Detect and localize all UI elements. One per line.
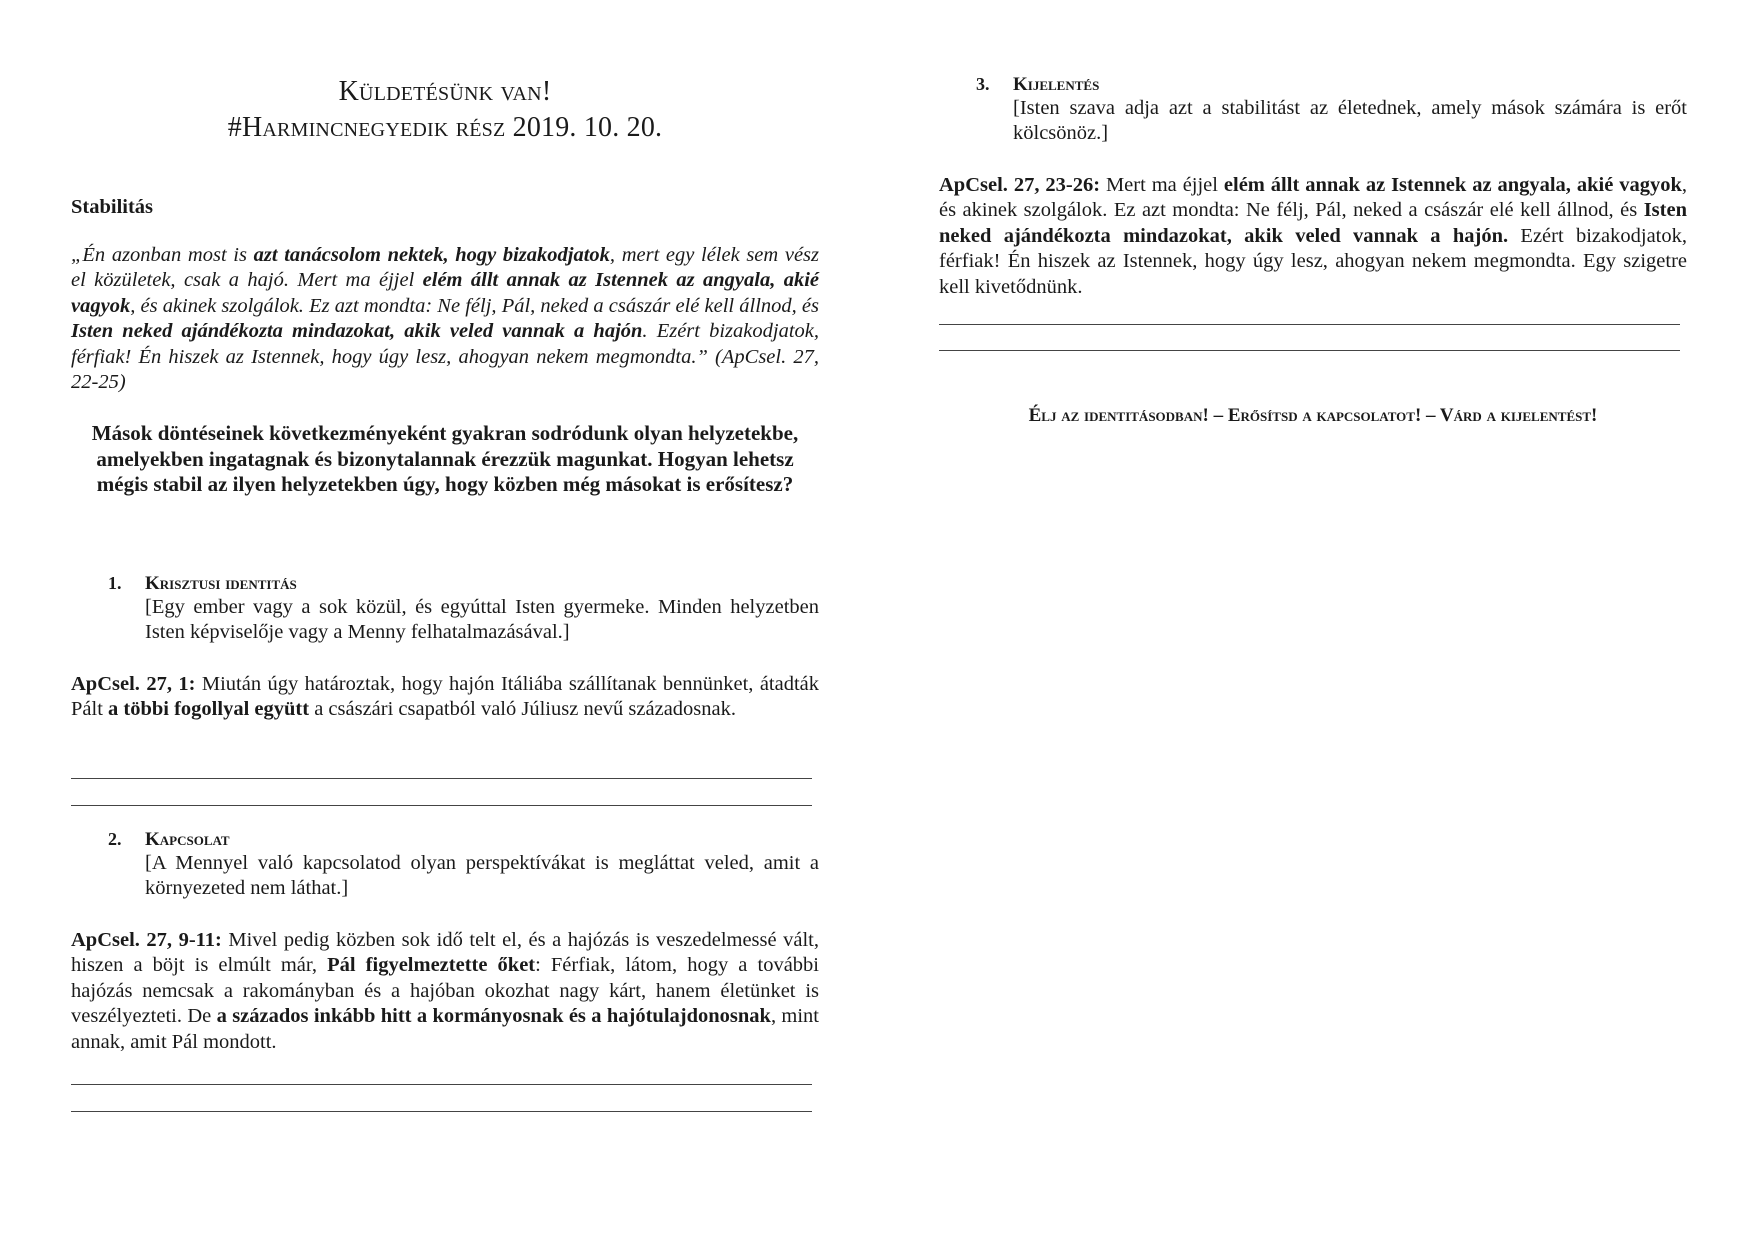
text-run: Mert ma éjjel	[1100, 174, 1224, 196]
closing-slogan: Élj az identitásodban! – Erősítsd a kapcsolatot! – Várd a kijelentést!	[1028, 405, 1598, 426]
text-run: , mint annak, amit Pál mondott.	[71, 1005, 820, 1053]
emphasis-text: ApCsel. 27, 23-26:	[939, 174, 1101, 196]
point-description: [A Mennyel való kapcsolatod olyan perspektívákat is megláttat veled, amit a környezeted nem láthat.]	[145, 852, 819, 900]
text-run: : Férfiak, látom, hogy a további hajózás nemcsak a rakományban és a hajóban okozhat nagy kárt, hanem életünket is veszélyezteti. De	[71, 954, 819, 1028]
answer-line	[71, 1111, 812, 1112]
text-run: . Ezért bizakodjatok, férfiak! Én hiszek az Istennek, hogy úgy lesz, ahogyan nekem megmondta.” (ApCsel. 27, 22-25)	[71, 320, 819, 394]
point-2	[108, 829, 819, 899]
answer-line	[939, 350, 1680, 351]
point-number: 1.	[108, 573, 122, 593]
point-2-verse	[71, 928, 819, 1055]
emphasis-text: Isten neked ajándékozta mindazokat, akik veled vannak a hajón	[71, 320, 643, 343]
text-run: a császári csapatból való Júliusz nevű századosnak.	[309, 698, 736, 721]
text-run: Mivel pedig közben sok idő telt el, és a hajózás is veszedelmessé vált, hiszen a böjt is elmúlt már,	[71, 929, 819, 977]
answer-line	[71, 805, 812, 806]
text-run: „Én azonban most is	[71, 244, 254, 266]
emphasis-text: elém állt annak az Istennek az angyala, akié vagyok	[71, 269, 820, 317]
bible-quote	[71, 243, 819, 395]
emphasis-text: azt tanácsolom nektek, hogy bizakodjatok	[253, 244, 610, 266]
emphasis-text: ApCsel. 27, 9-11:	[71, 929, 222, 951]
point-heading: Krisztusi identitás	[145, 573, 297, 594]
text-run: Miután úgy határoztak, hogy hajón Itáliába szállítanak bennünket, átadták Pált	[71, 673, 820, 721]
point-number: 2.	[108, 829, 122, 849]
point-description: [Isten szava adja azt a stabilitást az életednek, amely mások számára is erőt kölcsönöz.]	[1013, 97, 1687, 145]
point-3	[976, 74, 1687, 144]
text-run: , mert egy lélek sem vész el közületek, csak a hajó. Mert ma éjjel	[71, 244, 819, 292]
key-question: Mások döntéseinek következményeként gyakran sodródunk olyan helyzetekbe, amelyekben ingatagnak és bizonytalannak érezzük magunkat. Hogyan lehetsz mégis stabil az ilyen helyzetekben úgy, hogy közben még másokat is erősítesz?	[91, 421, 799, 496]
title-line-2: #Harmincnegyedik rész 2019. 10. 20.	[227, 112, 663, 143]
answer-line	[939, 324, 1680, 325]
point-1-verse	[71, 672, 819, 723]
emphasis-text: a többi fogollyal együtt	[108, 698, 310, 721]
point-number: 3.	[976, 74, 990, 94]
point-description: [Egy ember vagy a sok közül, és egyúttal Isten gyermeke. Minden helyzetben Isten képviselője vagy a Menny felhatalmazásával.]	[145, 596, 819, 644]
point-heading: Kapcsolat	[145, 829, 230, 850]
document-title	[71, 74, 819, 146]
emphasis-text: ApCsel. 27, 1:	[71, 673, 196, 695]
emphasis-text: Pál figyelmeztette őket	[327, 954, 536, 977]
section-heading: Stabilitás	[71, 196, 154, 218]
text-run: Ezért bizakodjatok, férfiak! Én hiszek az Istennek, hogy úgy lesz, ahogyan nekem megmondta. Egy szigetre kell kivetődnünk.	[939, 224, 1687, 298]
title-line-1: Küldetésünk van!	[338, 76, 552, 107]
emphasis-text: Isten neked ajándékozta mindazokat, akik veled vannak a hajón.	[939, 199, 1687, 247]
answer-line	[71, 1084, 812, 1085]
answer-line	[71, 778, 812, 779]
point-3-verse	[939, 173, 1687, 300]
emphasis-text: elém állt annak az Istennek az angyala, akié vagyok	[1223, 174, 1682, 196]
text-run: , és akinek szolgálok. Ez azt mondta: Ne félj, Pál, neked a császár elé kell állnod, és	[939, 174, 1687, 222]
text-run: , és akinek szolgálok. Ez azt mondta: Ne félj, Pál, neked a császár elé kell állnod, és	[130, 294, 819, 317]
emphasis-text: a százados inkább hitt a kormányosnak és a hajótulajdonosnak	[216, 1005, 771, 1028]
point-heading: Kijelentés	[1013, 74, 1100, 95]
point-1	[108, 573, 819, 643]
